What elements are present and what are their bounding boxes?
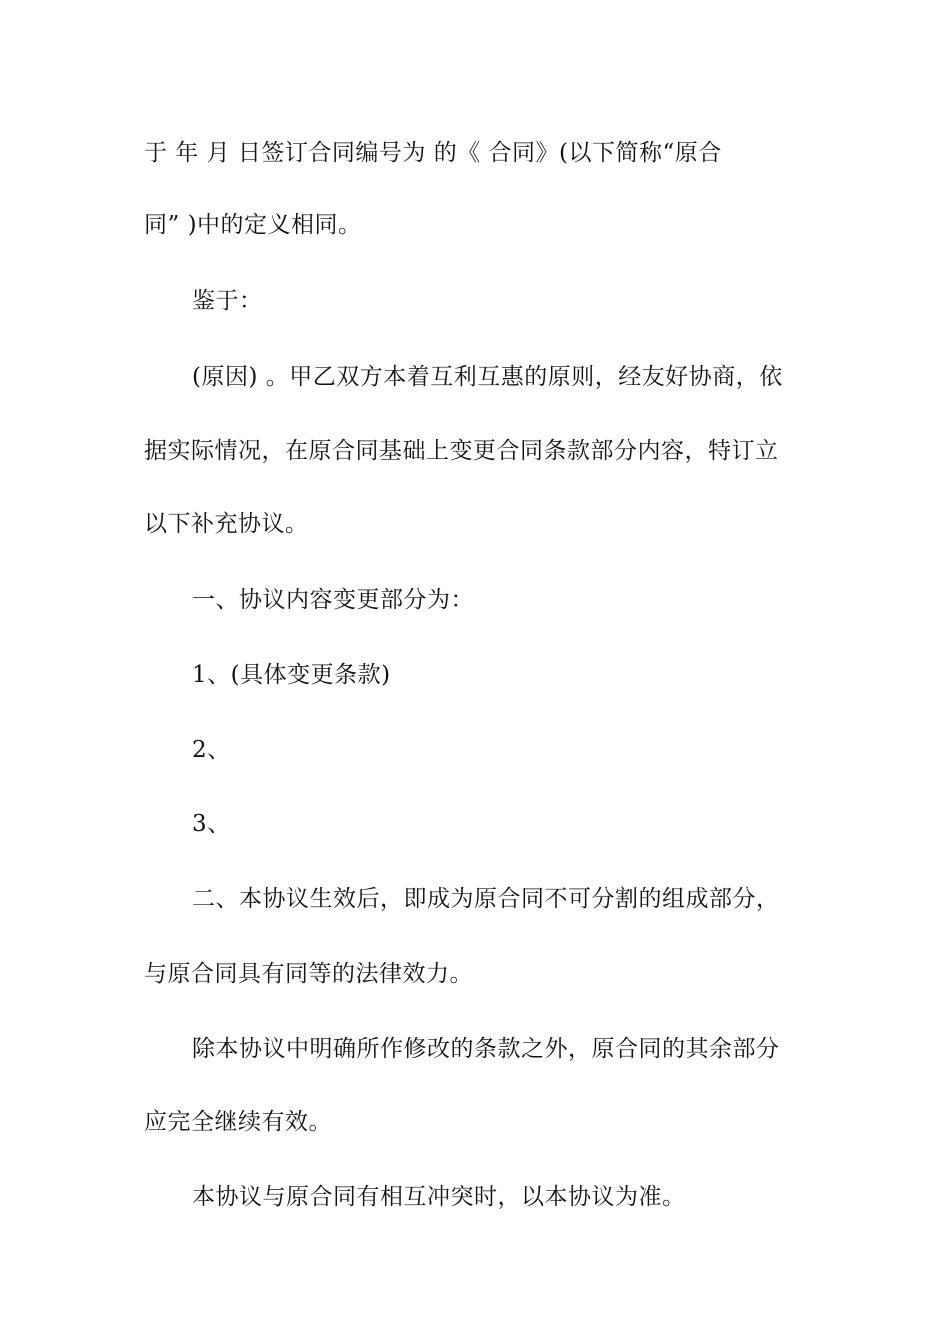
paragraph-line-4: (原因) 。甲乙双方本着互利互惠的原则，经友好协商，依 xyxy=(192,364,783,390)
recital-heading: 鉴于： xyxy=(192,288,263,314)
paragraph-line-1: 于 年 月 日签订合同编号为 的《 合同》(以下简称“原合 xyxy=(144,140,722,166)
list-item-2: 2、 xyxy=(192,737,231,763)
section-one-heading: 一、协议内容变更部分为： xyxy=(192,587,474,613)
paragraph-line-2: 同” )中的定义相同。 xyxy=(144,212,362,238)
list-item-1: 1、(具体变更条款) xyxy=(192,662,391,688)
paragraph-line-6: 以下补充协议。 xyxy=(144,511,309,537)
section-two-line-1: 二、本协议生效后，即成为原合同不可分割的组成部分， xyxy=(192,886,780,912)
paragraph-line-15: 本协议与原合同有相互冲突时，以本协议为准。 xyxy=(192,1184,686,1210)
list-item-3: 3、 xyxy=(192,811,231,837)
paragraph-line-13: 除本协议中明确所作修改的条款之外，原合同的其余部分 xyxy=(192,1036,780,1062)
paragraph-line-14: 应完全继续有效。 xyxy=(144,1109,332,1135)
section-two-line-2: 与原合同具有同等的法律效力。 xyxy=(144,961,473,987)
paragraph-line-5: 据实际情况，在原合同基础上变更合同条款部分内容，特订立 xyxy=(144,438,779,464)
